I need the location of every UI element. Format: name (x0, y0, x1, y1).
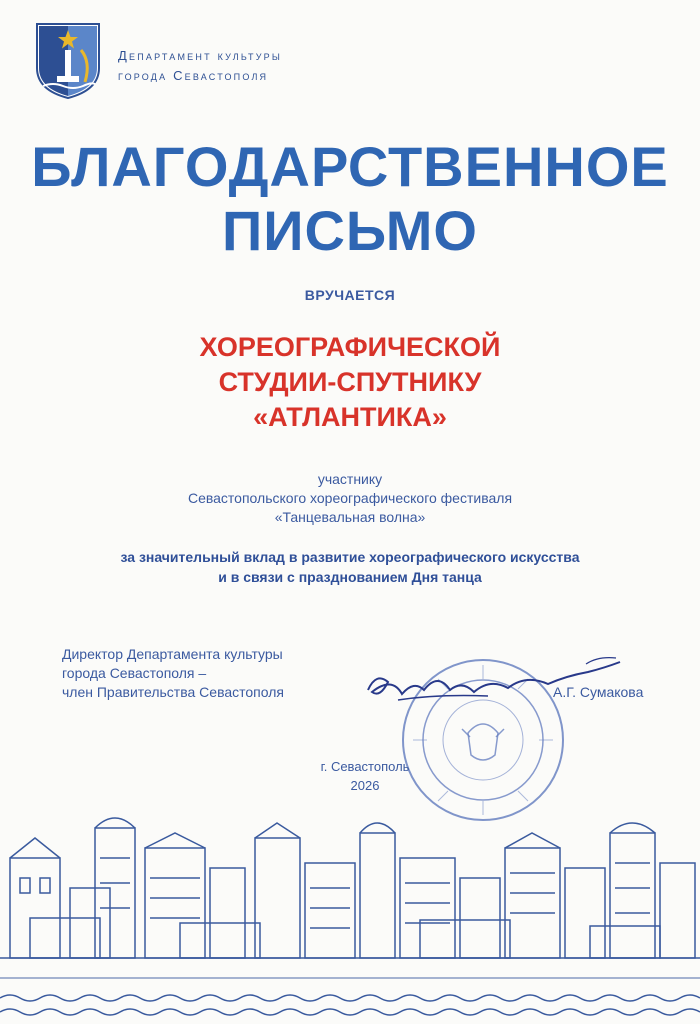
recipient-line2: СТУДИИ-СПУТНИКУ (218, 367, 482, 397)
participant-line1: участнику (317, 471, 383, 487)
department-name (118, 46, 282, 86)
department-line1: Департамент культуры (118, 48, 283, 63)
sevastopol-coat-of-arms-icon (33, 20, 103, 100)
recipient-line1: ХОРЕОГРАФИЧЕСКОЙ (199, 332, 501, 362)
recipient-name (0, 330, 700, 435)
participant-text (0, 470, 700, 527)
signer-title (62, 645, 284, 702)
department-line2: города Севастополя (118, 68, 269, 83)
participant-line2: Севастопольского хореографического фестиваля (187, 490, 513, 506)
signer-line3: член Правительства Севастополя (62, 684, 284, 700)
letter-title-line1: БЛАГОДАРСТВЕННОЕ (31, 135, 669, 198)
place-city: г. Севастополь (320, 759, 410, 774)
reason-line2: и в связи с празднованием Дня танца (218, 569, 482, 585)
signer-line2: города Севастополя – (62, 665, 207, 681)
participant-line3: «Танцевальная волна» (274, 509, 426, 525)
presented-label: ВРУЧАЕТСЯ (304, 287, 396, 303)
signer-name: А.Г. Сумакова (553, 684, 644, 700)
place-and-year (295, 757, 435, 795)
city-skyline-illustration (0, 808, 700, 1024)
letter-title-line2: ПИСЬМО (221, 199, 478, 262)
reason-line1: за значительный вклад в развитие хореографического искусства (120, 549, 580, 565)
signer-line1: Директор Департамента культуры (62, 646, 283, 662)
recipient-line3: «АТЛАНТИКА» (253, 402, 447, 432)
reason-text (0, 547, 700, 587)
place-year: 2026 (350, 778, 380, 793)
